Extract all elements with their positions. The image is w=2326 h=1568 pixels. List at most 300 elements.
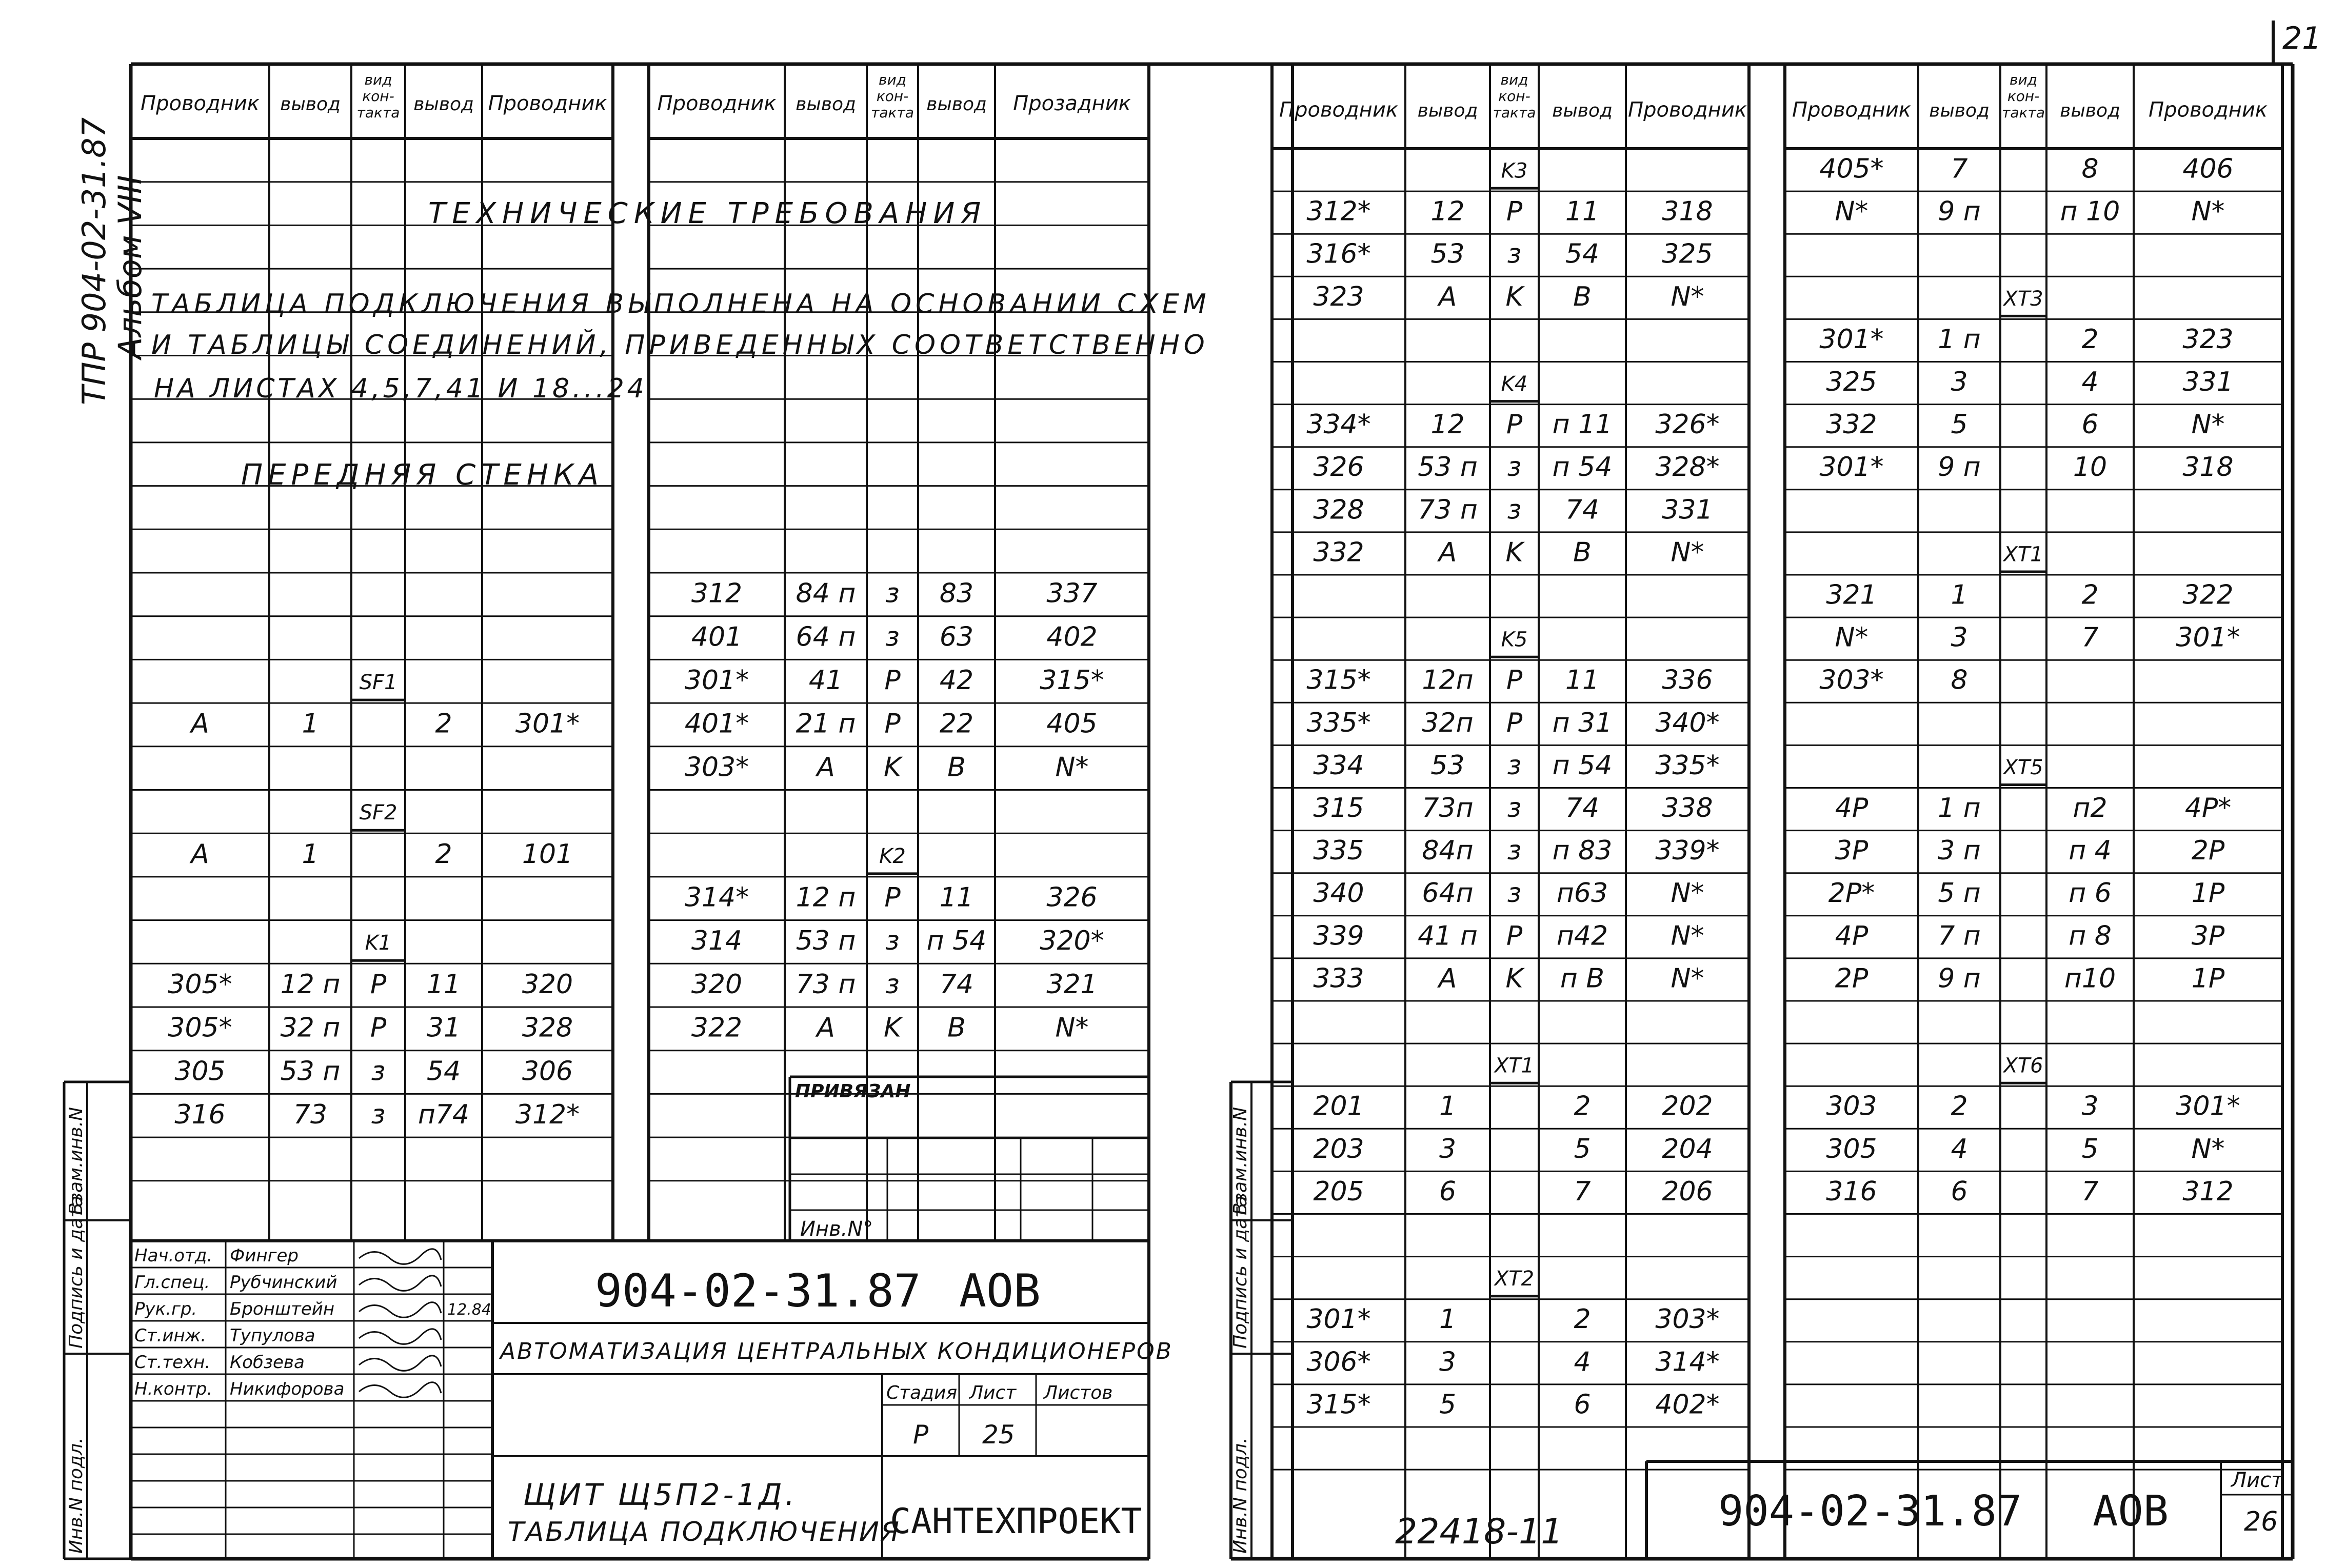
table-cell: B	[947, 752, 966, 783]
table-cell: 301*	[2176, 1091, 2240, 1122]
table-cell: 12 п	[280, 969, 341, 1000]
table-cell: 2	[2081, 324, 2099, 355]
table-cell: п 83	[1552, 835, 1613, 867]
table-cell: 334*	[1306, 409, 1371, 440]
handwritten-signature	[359, 1329, 441, 1344]
table-cell: 1	[1951, 579, 1968, 611]
table-cell: 74	[1565, 793, 1600, 824]
block-label: XT6	[2003, 1054, 2043, 1078]
table-cell: 64п	[1422, 878, 1474, 909]
table-cell: 303*	[1655, 1304, 1720, 1335]
table-cell: 333	[1313, 963, 1364, 994]
table-cell: 332	[1826, 409, 1877, 440]
table-cell: A	[817, 1012, 835, 1043]
page-number: 21	[2282, 21, 2322, 56]
table-cell: A	[817, 752, 835, 783]
table-cell: 32п	[1422, 707, 1474, 738]
signature-role: Ст.инж.	[134, 1325, 207, 1346]
table-cell: 53 п	[796, 926, 856, 957]
table-cell: 405*	[1819, 153, 1884, 185]
table-cell: A	[191, 708, 209, 739]
table-cell: 53	[1430, 238, 1465, 270]
table-cell: P	[1506, 196, 1523, 227]
header-conductor: Проводник	[1279, 98, 1398, 122]
table-cell: B	[947, 1012, 966, 1043]
header-contact-type: вид	[878, 71, 907, 88]
table-cell: 5 п	[1938, 878, 1981, 909]
table-cell: п 54	[926, 926, 987, 957]
table-cell: п 54	[1552, 750, 1613, 781]
table-cell: P	[1506, 409, 1523, 440]
signature-role: Ст.техн.	[134, 1352, 211, 1373]
table-cell: 301*	[515, 708, 580, 739]
table-cell: 73 п	[1418, 494, 1478, 526]
table-cell: 41	[808, 665, 843, 696]
block-label: SF1	[359, 670, 397, 694]
table-cell: п 6	[2069, 878, 2112, 909]
table-cell: 315	[1313, 793, 1364, 824]
header-terminal: вывод	[1929, 100, 1990, 122]
table-cell: 325	[1662, 238, 1713, 270]
table-cell: 42	[939, 665, 974, 696]
table-cell: 4P	[1835, 920, 1868, 952]
block-label: K1	[365, 931, 392, 955]
header-terminal: вывод	[1552, 100, 1613, 122]
header-contact-type: такта	[2002, 104, 2045, 121]
table-cell: 334	[1313, 750, 1364, 781]
table-cell: 2P	[1835, 963, 1868, 994]
table-cell: 303*	[1819, 665, 1884, 696]
table-cell: 339	[1313, 920, 1364, 952]
tech-paragraph-line2: И ТАБЛИЦЫ СОЕДИНЕНИЙ, ПРИВЕДЕННЫХ СООТВЕТСТВЕННО	[151, 330, 1209, 360]
table-cell: 73 п	[796, 969, 856, 1000]
margin-left-sign: Подпись и дата	[66, 1195, 87, 1349]
table-cell: 9 п	[1938, 452, 1981, 483]
table-cell: B	[1573, 537, 1592, 568]
table-cell: 206	[1662, 1176, 1713, 1207]
stamp-stage-value: P	[913, 1420, 929, 1450]
table-cell: 301*	[1819, 452, 1884, 483]
table-cell: 320*	[1040, 926, 1104, 957]
table-cell: п74	[418, 1099, 470, 1130]
table-cell: з	[885, 621, 900, 653]
table-cell: K	[1505, 537, 1523, 568]
table-cell: 7 п	[1938, 920, 1981, 952]
table-cell: 3	[1439, 1346, 1457, 1378]
table-cell: 335*	[1655, 750, 1720, 781]
table-cell: 11	[426, 969, 461, 1000]
table-cell: 2P*	[1828, 878, 1875, 909]
table-cell: 335*	[1306, 707, 1371, 738]
signature-name: Рубчинский	[230, 1272, 337, 1293]
table-cell: 339*	[1655, 835, 1720, 867]
table-cell: 4	[2081, 367, 2099, 398]
binding-title: ПРИВЯЗАН	[795, 1081, 911, 1102]
table-cell: A	[191, 838, 209, 870]
table-cell: N*	[1835, 196, 1868, 227]
table-cell: 3 п	[1938, 835, 1981, 867]
header-contact-type: такта	[1493, 104, 1536, 121]
stamp-sheet-value: 25	[982, 1420, 1015, 1450]
table-cell: п 11	[1552, 409, 1613, 440]
table-cell: N*	[1835, 622, 1868, 653]
table-cell: 301*	[2176, 622, 2240, 653]
stamp-org: САНТЕХПРОЕКТ	[890, 1501, 1142, 1542]
table-cell: 401*	[684, 708, 749, 739]
table-cell: A	[1438, 537, 1457, 568]
tech-requirements-title: ТЕХНИЧЕСКИЕ ТРЕБОВАНИЯ	[428, 197, 987, 230]
table-cell: 1P	[2191, 963, 2225, 994]
table-cell: 83	[939, 578, 974, 609]
table-cell: 326*	[1655, 409, 1720, 440]
tech-paragraph-line1: ТАБЛИЦА ПОДКЛЮЧЕНИЯ ВЫПОЛНЕНА НА ОСНОВАНИИ СХЕМ	[151, 289, 1210, 319]
table-cell: 314*	[1655, 1346, 1720, 1378]
table-cell: 101	[522, 838, 573, 870]
table-cell: K	[1505, 963, 1523, 994]
table-cell: 332	[1313, 537, 1364, 568]
table-cell: п63	[1556, 878, 1608, 909]
table-cell: 7	[1574, 1176, 1591, 1207]
signature-name: Кобзева	[230, 1352, 305, 1373]
margin-right-replace: Взам.инв.N	[1230, 1107, 1251, 1215]
table-cell: 303*	[684, 752, 749, 783]
header-terminal: вывод	[926, 93, 987, 115]
table-cell: P	[884, 882, 901, 913]
table-cell: P	[370, 1012, 387, 1043]
table-cell: п B	[1560, 963, 1605, 994]
table-cell: п 8	[2069, 920, 2112, 952]
table-cell: 12п	[1422, 665, 1474, 696]
margin-right-sign: Подпись и дата	[1230, 1195, 1251, 1349]
block-label: XT1	[2003, 542, 2043, 567]
table-cell: 11	[939, 882, 974, 913]
table-cell: 5	[1951, 409, 1968, 440]
table-cell: 306	[522, 1056, 573, 1087]
table-cell: 2	[2081, 579, 2099, 611]
table-cell: 338	[1662, 793, 1713, 824]
table-cell: 10	[2073, 452, 2108, 483]
table-cell: 3	[1951, 622, 1968, 653]
table-cell: 1 п	[1938, 324, 1981, 355]
table-cell: 321	[1826, 579, 1877, 611]
table-cell: 6	[1951, 1176, 1968, 1207]
table-cell: п 54	[1552, 452, 1613, 483]
header-contact-type: такта	[356, 104, 400, 121]
table-cell: 12 п	[796, 882, 856, 913]
table-cell: 63	[939, 621, 974, 653]
table-cell: 4P*	[2184, 793, 2232, 824]
handwritten-signature	[359, 1302, 441, 1318]
table-cell: з	[1507, 238, 1522, 270]
table-cell: A	[1438, 281, 1457, 312]
table-cell: 314*	[684, 882, 749, 913]
table-cell: 84п	[1422, 835, 1474, 867]
block-label: K2	[879, 844, 906, 868]
table-cell: P	[884, 665, 901, 696]
table-cell: 41 п	[1418, 920, 1478, 952]
table-cell: 303	[1826, 1091, 1877, 1122]
header-contact-type: кон-	[876, 88, 909, 105]
table-cell: п42	[1556, 920, 1608, 952]
header-conductor: Проводник	[1628, 98, 1747, 122]
table-cell: 12	[1430, 409, 1465, 440]
table-cell: 31	[426, 1012, 461, 1043]
table-cell: 340*	[1655, 707, 1720, 738]
table-cell: 5	[1439, 1389, 1457, 1420]
table-cell: 322	[691, 1012, 743, 1043]
table-cell: п10	[2064, 963, 2116, 994]
header-contact-type: кон-	[1498, 88, 1530, 105]
table-cell: 301*	[1819, 324, 1884, 355]
table-cell: 201	[1313, 1091, 1364, 1122]
side-label-album: Альбом VIII	[111, 175, 149, 359]
header-contact-type: кон-	[2007, 88, 2040, 105]
table-cell: 322	[2182, 579, 2234, 611]
table-cell: N*	[1671, 878, 1704, 909]
margin-left-replace: Взам.инв.N	[66, 1107, 87, 1215]
table-cell: 406	[2182, 153, 2234, 185]
table-cell: P	[1506, 665, 1523, 696]
table-cell: N*	[1671, 963, 1704, 994]
table-cell: 4	[1951, 1133, 1968, 1164]
table-cell: 8	[1951, 665, 1968, 696]
header-terminal: вывод	[2060, 100, 2120, 122]
table-cell: 405	[1046, 708, 1098, 739]
table-cell: N*	[1671, 281, 1704, 312]
table-cell: N*	[1055, 1012, 1089, 1043]
table-cell: 6	[2081, 409, 2099, 440]
stamp-sheets-label: Листов	[1044, 1382, 1113, 1403]
signature-name: Бронштейн	[230, 1299, 335, 1319]
table-cell: 11	[1565, 665, 1600, 696]
handwritten-signature	[359, 1356, 441, 1371]
table-cell: 53 п	[1418, 452, 1478, 483]
table-cell: 4	[1574, 1346, 1591, 1378]
table-cell: 2	[1574, 1304, 1591, 1335]
table-cell: 6	[1574, 1389, 1591, 1420]
table-cell: 312*	[1306, 196, 1371, 227]
table-cell: 402	[1046, 621, 1098, 653]
header-conductor: Проводник	[2149, 98, 2268, 122]
header-conductor: Проводник	[657, 91, 777, 115]
table-cell: 402*	[1655, 1389, 1720, 1420]
block-label: XT5	[2003, 755, 2043, 779]
table-cell: 64 п	[796, 621, 856, 653]
table-cell: п 10	[2060, 196, 2120, 227]
table-cell: 22	[939, 708, 974, 739]
table-cell: 74	[939, 969, 974, 1000]
table-cell: 8	[2081, 153, 2099, 185]
table-cell: 301*	[1306, 1304, 1371, 1335]
table-cell: 3P	[2191, 920, 2225, 952]
signature-date: 12.84	[447, 1301, 491, 1319]
table-cell: 2	[435, 838, 452, 870]
table-cell: N*	[1671, 537, 1704, 568]
table-cell: з	[371, 1056, 386, 1087]
table-cell: 54	[426, 1056, 461, 1087]
block-label: XT1	[1494, 1054, 1535, 1078]
table-cell: 1	[1439, 1091, 1457, 1122]
stamp-stage-label: Стадия	[886, 1382, 958, 1403]
table-cell: 203	[1313, 1133, 1364, 1164]
header-contact-type: вид	[364, 71, 392, 88]
stamp2-sheet-value: 26	[2244, 1506, 2278, 1537]
handwritten-signature	[359, 1276, 441, 1291]
table-cell: з	[1507, 793, 1522, 824]
table-cell: 331	[2182, 367, 2234, 398]
table-cell: 4P	[1835, 793, 1868, 824]
handwritten-signature	[359, 1382, 441, 1398]
table-cell: 323	[1313, 281, 1364, 312]
table-cell: 5	[1574, 1133, 1591, 1164]
table-cell: 328	[1313, 494, 1364, 526]
signature-role: Нач.отд.	[134, 1245, 213, 1266]
table-cell: 326	[1046, 882, 1098, 913]
table-cell: 328*	[1655, 452, 1720, 483]
table-cell: 2P	[2191, 835, 2225, 867]
table-cell: з	[1507, 878, 1522, 909]
table-cell: 316*	[1306, 238, 1371, 270]
table-cell: з	[885, 926, 900, 957]
table-cell: 305	[174, 1056, 226, 1087]
table-cell: 3P	[1835, 835, 1868, 867]
stamp-sheet-label: Лист	[969, 1382, 1017, 1403]
table-cell: 337	[1046, 578, 1098, 609]
table-cell: 305	[1826, 1133, 1877, 1164]
table-cell: 11	[1565, 196, 1600, 227]
tech-paragraph-line3: НА ЛИСТАХ 4,5,7,41 И 18...24	[154, 373, 647, 404]
table-cell: 204	[1662, 1133, 1713, 1164]
table-cell: 1	[1439, 1304, 1457, 1335]
table-cell: 1	[302, 838, 319, 870]
block-label: XT2	[1494, 1267, 1535, 1291]
table-cell: 320	[691, 969, 743, 1000]
block-label: K5	[1501, 628, 1528, 652]
stamp2-inv-number: 22418-11	[1395, 1512, 1563, 1552]
table-cell: 12	[1430, 196, 1465, 227]
table-cell: 312	[691, 578, 743, 609]
table-cell: 53 п	[280, 1056, 341, 1087]
table-cell: з	[1507, 452, 1522, 483]
table-cell: 32 п	[280, 1012, 341, 1043]
table-cell: 9 п	[1938, 963, 1981, 994]
table-cell: 54	[1565, 238, 1600, 270]
signature-name: Фингер	[230, 1245, 299, 1266]
table-cell: A	[1438, 963, 1457, 994]
margin-left-inv: Инв.N подл.	[66, 1437, 87, 1554]
table-cell: 7	[2081, 1176, 2099, 1207]
block-label: XT3	[2003, 287, 2043, 311]
table-cell: 328	[522, 1012, 573, 1043]
table-cell: 318	[2182, 452, 2234, 483]
front-wall-title: ПЕРЕДНЯЯ СТЕНКА	[241, 458, 604, 492]
table-cell: 314	[691, 926, 743, 957]
table-cell: 301*	[684, 665, 749, 696]
table-cell: K	[883, 1012, 902, 1043]
table-cell: 320	[522, 969, 573, 1000]
table-cell: 340	[1313, 878, 1364, 909]
margin-right-inv: Инв.N подл.	[1230, 1437, 1251, 1554]
table-cell: 1P	[2191, 878, 2225, 909]
table-cell: 305*	[168, 1012, 232, 1043]
side-label-code: ТПР 904-02-31.87	[75, 117, 113, 405]
table-cell: 5	[2081, 1133, 2099, 1164]
table-cell: P	[1506, 707, 1523, 738]
signature-role: Гл.спец.	[134, 1272, 210, 1293]
table-cell: п 4	[2069, 835, 2112, 867]
signature-name: Никифорова	[230, 1379, 345, 1399]
stamp-mark: АОВ	[959, 1264, 1041, 1317]
table-cell: 84 п	[796, 578, 856, 609]
table-cell: 315*	[1306, 1389, 1371, 1420]
table-cell: 3	[1951, 367, 1968, 398]
table-cell: K	[1505, 281, 1523, 312]
stamp2-sheet-label: Лист	[2231, 1469, 2283, 1492]
block-label: SF2	[359, 801, 397, 825]
table-cell: P	[370, 969, 387, 1000]
header-conductor: Проводник	[488, 91, 607, 115]
table-cell: N*	[1055, 752, 1089, 783]
table-cell: N*	[1671, 920, 1704, 952]
table-cell: 401	[691, 621, 743, 653]
table-cell: 2	[1574, 1091, 1591, 1122]
table-cell: 2	[1951, 1091, 1968, 1122]
header-conductor: Прозадник	[1013, 91, 1131, 115]
stamp-doc-title2: ТАБЛИЦА ПОДКЛЮЧЕНИЯ	[508, 1517, 901, 1547]
table-cell: 305*	[168, 969, 232, 1000]
table-cell: з	[371, 1099, 386, 1130]
block-label: K4	[1501, 372, 1528, 396]
signature-role: Н.контр.	[134, 1379, 213, 1399]
header-terminal: вывод	[1417, 100, 1478, 122]
table-cell: 323	[2182, 324, 2234, 355]
table-cell: 321	[1046, 969, 1098, 1000]
table-cell: 318	[1662, 196, 1713, 227]
table-cell: 73п	[1422, 793, 1474, 824]
table-cell: з	[1507, 494, 1522, 526]
stamp-doc-title1: ЩИТ Щ5П2-1Д.	[523, 1477, 798, 1512]
table-cell: 53	[1430, 750, 1465, 781]
table-cell: з	[885, 578, 900, 609]
table-cell: K	[883, 752, 902, 783]
table-cell: N*	[2191, 409, 2225, 440]
header-conductor: Проводник	[1792, 98, 1911, 122]
header-contact-type: вид	[1500, 71, 1528, 88]
table-cell: 331	[1662, 494, 1713, 526]
table-cell: п2	[2073, 793, 2108, 824]
table-cell: 202	[1662, 1091, 1713, 1122]
table-cell: 306*	[1306, 1346, 1371, 1378]
table-cell: 7	[1951, 153, 1968, 185]
table-cell: 21 п	[796, 708, 856, 739]
stamp-code: 904-02-31.87	[595, 1264, 921, 1317]
table-cell: з	[1507, 750, 1522, 781]
table-cell: P	[1506, 920, 1523, 952]
table-cell: 312	[2182, 1176, 2234, 1207]
header-contact-type: кон-	[362, 88, 394, 105]
stamp-subject: АВТОМАТИЗАЦИЯ ЦЕНТРАЛЬНЫХ КОНДИЦИОНЕРОВ	[500, 1338, 1173, 1364]
stamp2-mark: АОВ	[2093, 1487, 2169, 1536]
table-cell: з	[1507, 835, 1522, 867]
table-cell: 7	[2081, 622, 2099, 653]
stamp2-code: 904-02-31.87	[1718, 1487, 2022, 1536]
table-cell: N*	[2191, 1133, 2225, 1164]
table-cell: 73	[293, 1099, 328, 1130]
table-cell: з	[885, 969, 900, 1000]
table-cell: 1 п	[1938, 793, 1981, 824]
header-contact-type: вид	[2009, 71, 2038, 88]
header-terminal: вывод	[796, 93, 856, 115]
